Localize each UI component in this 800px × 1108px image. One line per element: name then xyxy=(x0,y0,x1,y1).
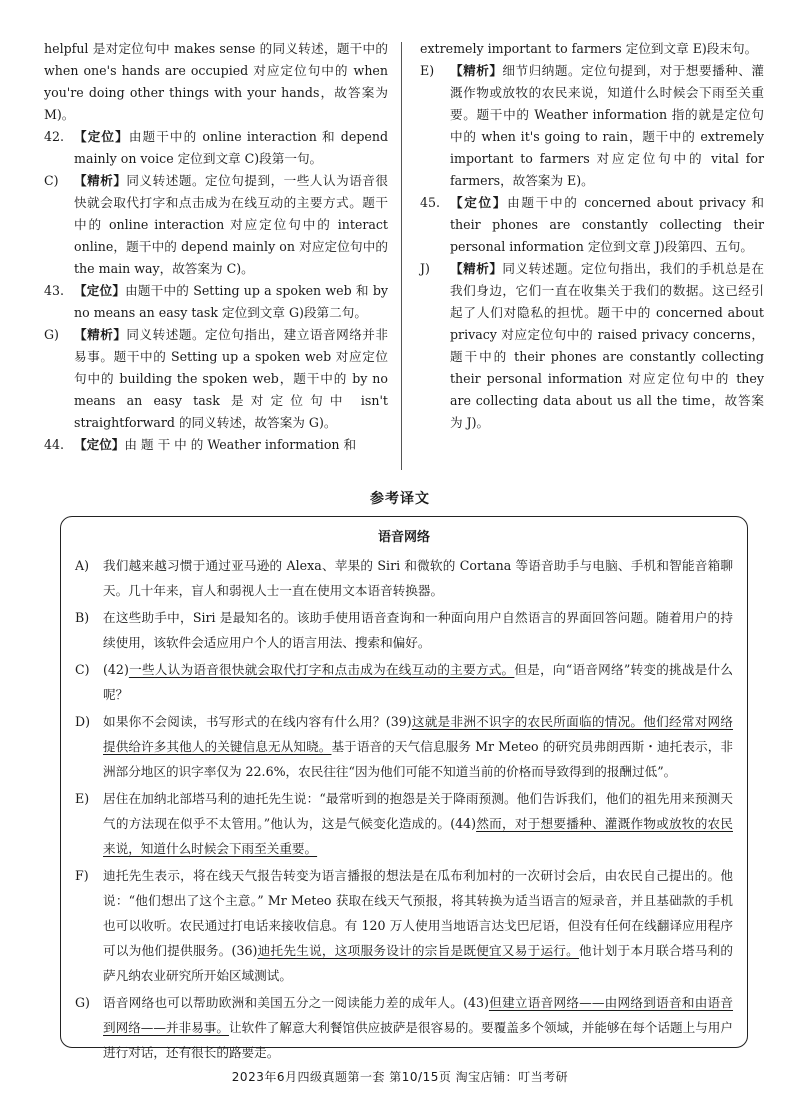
translation-paragraph xyxy=(75,709,733,784)
underlined-text: 但建立语音网络——由网络到语音和由语音到网络——并非易事。 xyxy=(103,995,734,1035)
answer-letter: E) xyxy=(420,63,435,78)
paragraph-text: 让软件了解意大利餐馆供应披萨是很容易的。要覆盖多个领域，并能够在每个话题上与用户进行对话，还有很长的路要走。 xyxy=(103,1020,734,1060)
paragraph-text: 同义转述题。定位句指出，建立语音网络并非易事。题干中的 Setting up a spoken web 对应定位句中的 building the spoken web，题干中的 by no means an easy task 是对定位句中 isn't straightforward 的同义转述，故答案为 G)。 xyxy=(74,327,389,430)
column-divider xyxy=(401,42,402,470)
right-para-0 xyxy=(420,38,764,60)
paragraph-text: 我们越来越习惯于通过亚马逊的 Alexa、苹果的 Siri 和微软的 Cortana 等语音助手与电脑、手机和智能音箱聊天。几十年来，盲人和弱视人士一直在使用文本语音转换器。 xyxy=(103,558,733,598)
paragraph-text: 由题干中的 concerned about privacy 和 their phones are constantly collecting their personal information 定位到文章 J)段第四、五句。 xyxy=(450,195,764,254)
left-para-3 xyxy=(44,280,388,324)
paragraph-body xyxy=(103,709,733,784)
question-number: 43. xyxy=(44,283,65,298)
paragraph-text: helpful 是对定位句中 makes sense 的同义转述，题干中的 when one's hands are occupied 对应定位句中的 when you're doing other things with your hands，故答案为 M)。 xyxy=(44,41,388,122)
right-para-1 xyxy=(420,60,764,192)
translation-paragraph xyxy=(75,605,733,655)
paragraph-body xyxy=(103,553,733,603)
left-column xyxy=(44,38,388,456)
paragraph-label: E) xyxy=(75,791,90,806)
analysis-tag: 【精析】 xyxy=(450,261,503,276)
locate-tag: 【定位】 xyxy=(74,129,129,144)
paragraph-text: 但是，向“语音网络”转变的挑战是什么呢？ xyxy=(103,662,733,702)
paragraph-body xyxy=(103,863,733,988)
analysis-tag: 【精析】 xyxy=(74,327,127,342)
translation-title: 语音网络 xyxy=(377,530,430,545)
question-number: 44. xyxy=(44,437,65,452)
paragraph-text: extremely important to farmers 定位到文章 E)段末句。 xyxy=(420,41,758,56)
locate-tag: 【定位】 xyxy=(74,437,125,452)
paragraph-text: 他计划于本月联合塔马利的萨凡纳农业研究所开始区域测试。 xyxy=(103,943,734,983)
left-para-2 xyxy=(44,170,388,280)
analysis-columns xyxy=(44,38,764,478)
paragraph-label: B) xyxy=(75,610,90,625)
locate-tag: 【定位】 xyxy=(74,283,126,298)
translation-paragraph xyxy=(75,786,733,861)
paragraph-body xyxy=(103,605,733,655)
section-title: 参考译文 xyxy=(370,491,430,507)
underlined-text: 迪托先生说，这项服务设计的宗旨是既便宜又易于运行。 xyxy=(257,943,580,958)
question-number: 42. xyxy=(44,129,65,144)
paragraph-text: 语音网络也可以帮助欧洲和美国五分之一阅读能力差的成年人。(43) xyxy=(103,995,489,1010)
translation-paragraph xyxy=(75,657,733,707)
paragraph-text: 同义转述题。定位句提到，一些人认为语音很快就会取代打字和点击成为在线互动的主要方式。题干中的 online interaction 对应定位句中的 interact online，题干中的 depend mainly on 对应定位句中的 the main way，故答案为 C)。 xyxy=(74,173,389,276)
paragraph-text: 基于语音的天气信息服务 Mr Meteo 的研究员弗朗西斯・迪托表示，非洲部分地区的识字率仅为 22.6%，农民往往“因为他们可能不知道当前的价格而导致得到的报酬过低”。 xyxy=(103,739,733,779)
page-footer: 2023年6月四级真题第一套 第10/15页 淘宝店铺：叮当考研 xyxy=(231,1070,569,1084)
right-para-3 xyxy=(420,258,764,434)
paragraph-text: (42) xyxy=(103,662,129,677)
underlined-text: 一些人认为语音很快就会取代打字和点击成为在线互动的主要方式。 xyxy=(128,662,515,677)
translation-paragraph xyxy=(75,553,733,603)
paragraph-text: 细节归纳题。定位句提到，对于想要播种、灌溉作物或放牧的农民来说，知道什么时候会下雨至关重要。题干中的 Weather information 指的就是定位句中的 when it's going to rain，题干中的 extremely important to farmers 对应定位句中的 vital for farmers，故答案为 E)。 xyxy=(450,63,765,188)
left-para-1 xyxy=(44,126,388,170)
paragraph-text: 由题干中的 online interaction 和 depend mainly on voice 定位到文章 C)段第一句。 xyxy=(74,129,389,166)
analysis-tag: 【精析】 xyxy=(450,63,503,78)
analysis-tag: 【精析】 xyxy=(74,173,127,188)
translation-paragraph xyxy=(75,990,733,1065)
underlined-text: 这就是非洲不识字的农民所面临的情况。他们经常对网络提供给许多其他人的关键信息无从知晓。 xyxy=(103,714,734,754)
paragraph-text: 由 题 干 中 的 Weather information 和 xyxy=(124,437,357,452)
paragraph-label: C) xyxy=(75,662,90,677)
answer-letter: J) xyxy=(420,261,430,276)
underlined-text: 然而，对于想要播种、灌溉作物或放牧的农民来说，知道什么时候会下雨至关重要。 xyxy=(103,816,733,856)
paragraph-body xyxy=(103,990,733,1065)
answer-letter: G) xyxy=(44,327,59,342)
translation-box xyxy=(60,516,748,1060)
locate-tag: 【定位】 xyxy=(450,195,508,210)
paragraph-text: 在这些助手中，Siri 是最知名的。该助手使用语音查询和一种面向用户自然语言的界面回答问题。随着用户的持续使用，该软件会适应用户个人的语言用法、搜索和偏好。 xyxy=(103,610,733,650)
right-para-2 xyxy=(420,192,764,258)
question-number: 45. xyxy=(420,195,441,210)
paragraph-body xyxy=(103,657,733,707)
left-para-4 xyxy=(44,324,388,434)
paragraph-label: G) xyxy=(75,995,90,1010)
paragraph-text: 如果你不会阅读，书写形式的在线内容有什么用？(39) xyxy=(103,714,412,729)
left-para-0 xyxy=(44,38,388,126)
paragraph-text: 由题干中的 Setting up a spoken web 和 by no means an easy task 定位到文章 G)段第二句。 xyxy=(74,283,388,320)
paragraph-label: F) xyxy=(75,868,89,883)
translation-paragraphs xyxy=(75,553,733,1065)
paragraph-text: 居住在加纳北部塔马利的迪托先生说：“最常听到的抱怨是关于降雨预测。他们告诉我们，他们的祖先用来预测天气的方法现在似乎不太管用。”他认为，这是气候变化造成的。(44) xyxy=(103,791,733,831)
paragraph-label: A) xyxy=(75,558,90,573)
translation-paragraph xyxy=(75,863,733,988)
paragraph-body xyxy=(103,786,733,861)
answer-letter: C) xyxy=(44,173,59,188)
paragraph-label: D) xyxy=(75,714,91,729)
left-para-5 xyxy=(44,434,388,456)
paragraph-text: 同义转述题。定位句指出，我们的手机总是在我们身边，它们一直在收集关于我们的数据。这已经引起了人们对隐私的担忧。题干中的 concerned about privacy 对应定位句中的 raised privacy concerns，题干中的 their phones are constantly collecting their personal information 对应定位句中的 they are collecting data about us all the time，故答案为 J)。 xyxy=(450,261,765,430)
paragraph-text: 迪托先生表示，将在线天气报告转变为语言播报的想法是在瓜布利加村的一次研讨会后，由农民自己提出的。他说：“他们想出了这个主意。” Mr Meteo 获取在线天气预报，将其转换为适当语言的短录音，并且基础款的手机也可以收听。农民通过打电话来接收信息。有 120 万人使用当地语言达戈巴尼语，但没有任何在线翻译应用程序可以为他们提供服务。(36) xyxy=(103,868,733,958)
right-column xyxy=(420,38,764,434)
